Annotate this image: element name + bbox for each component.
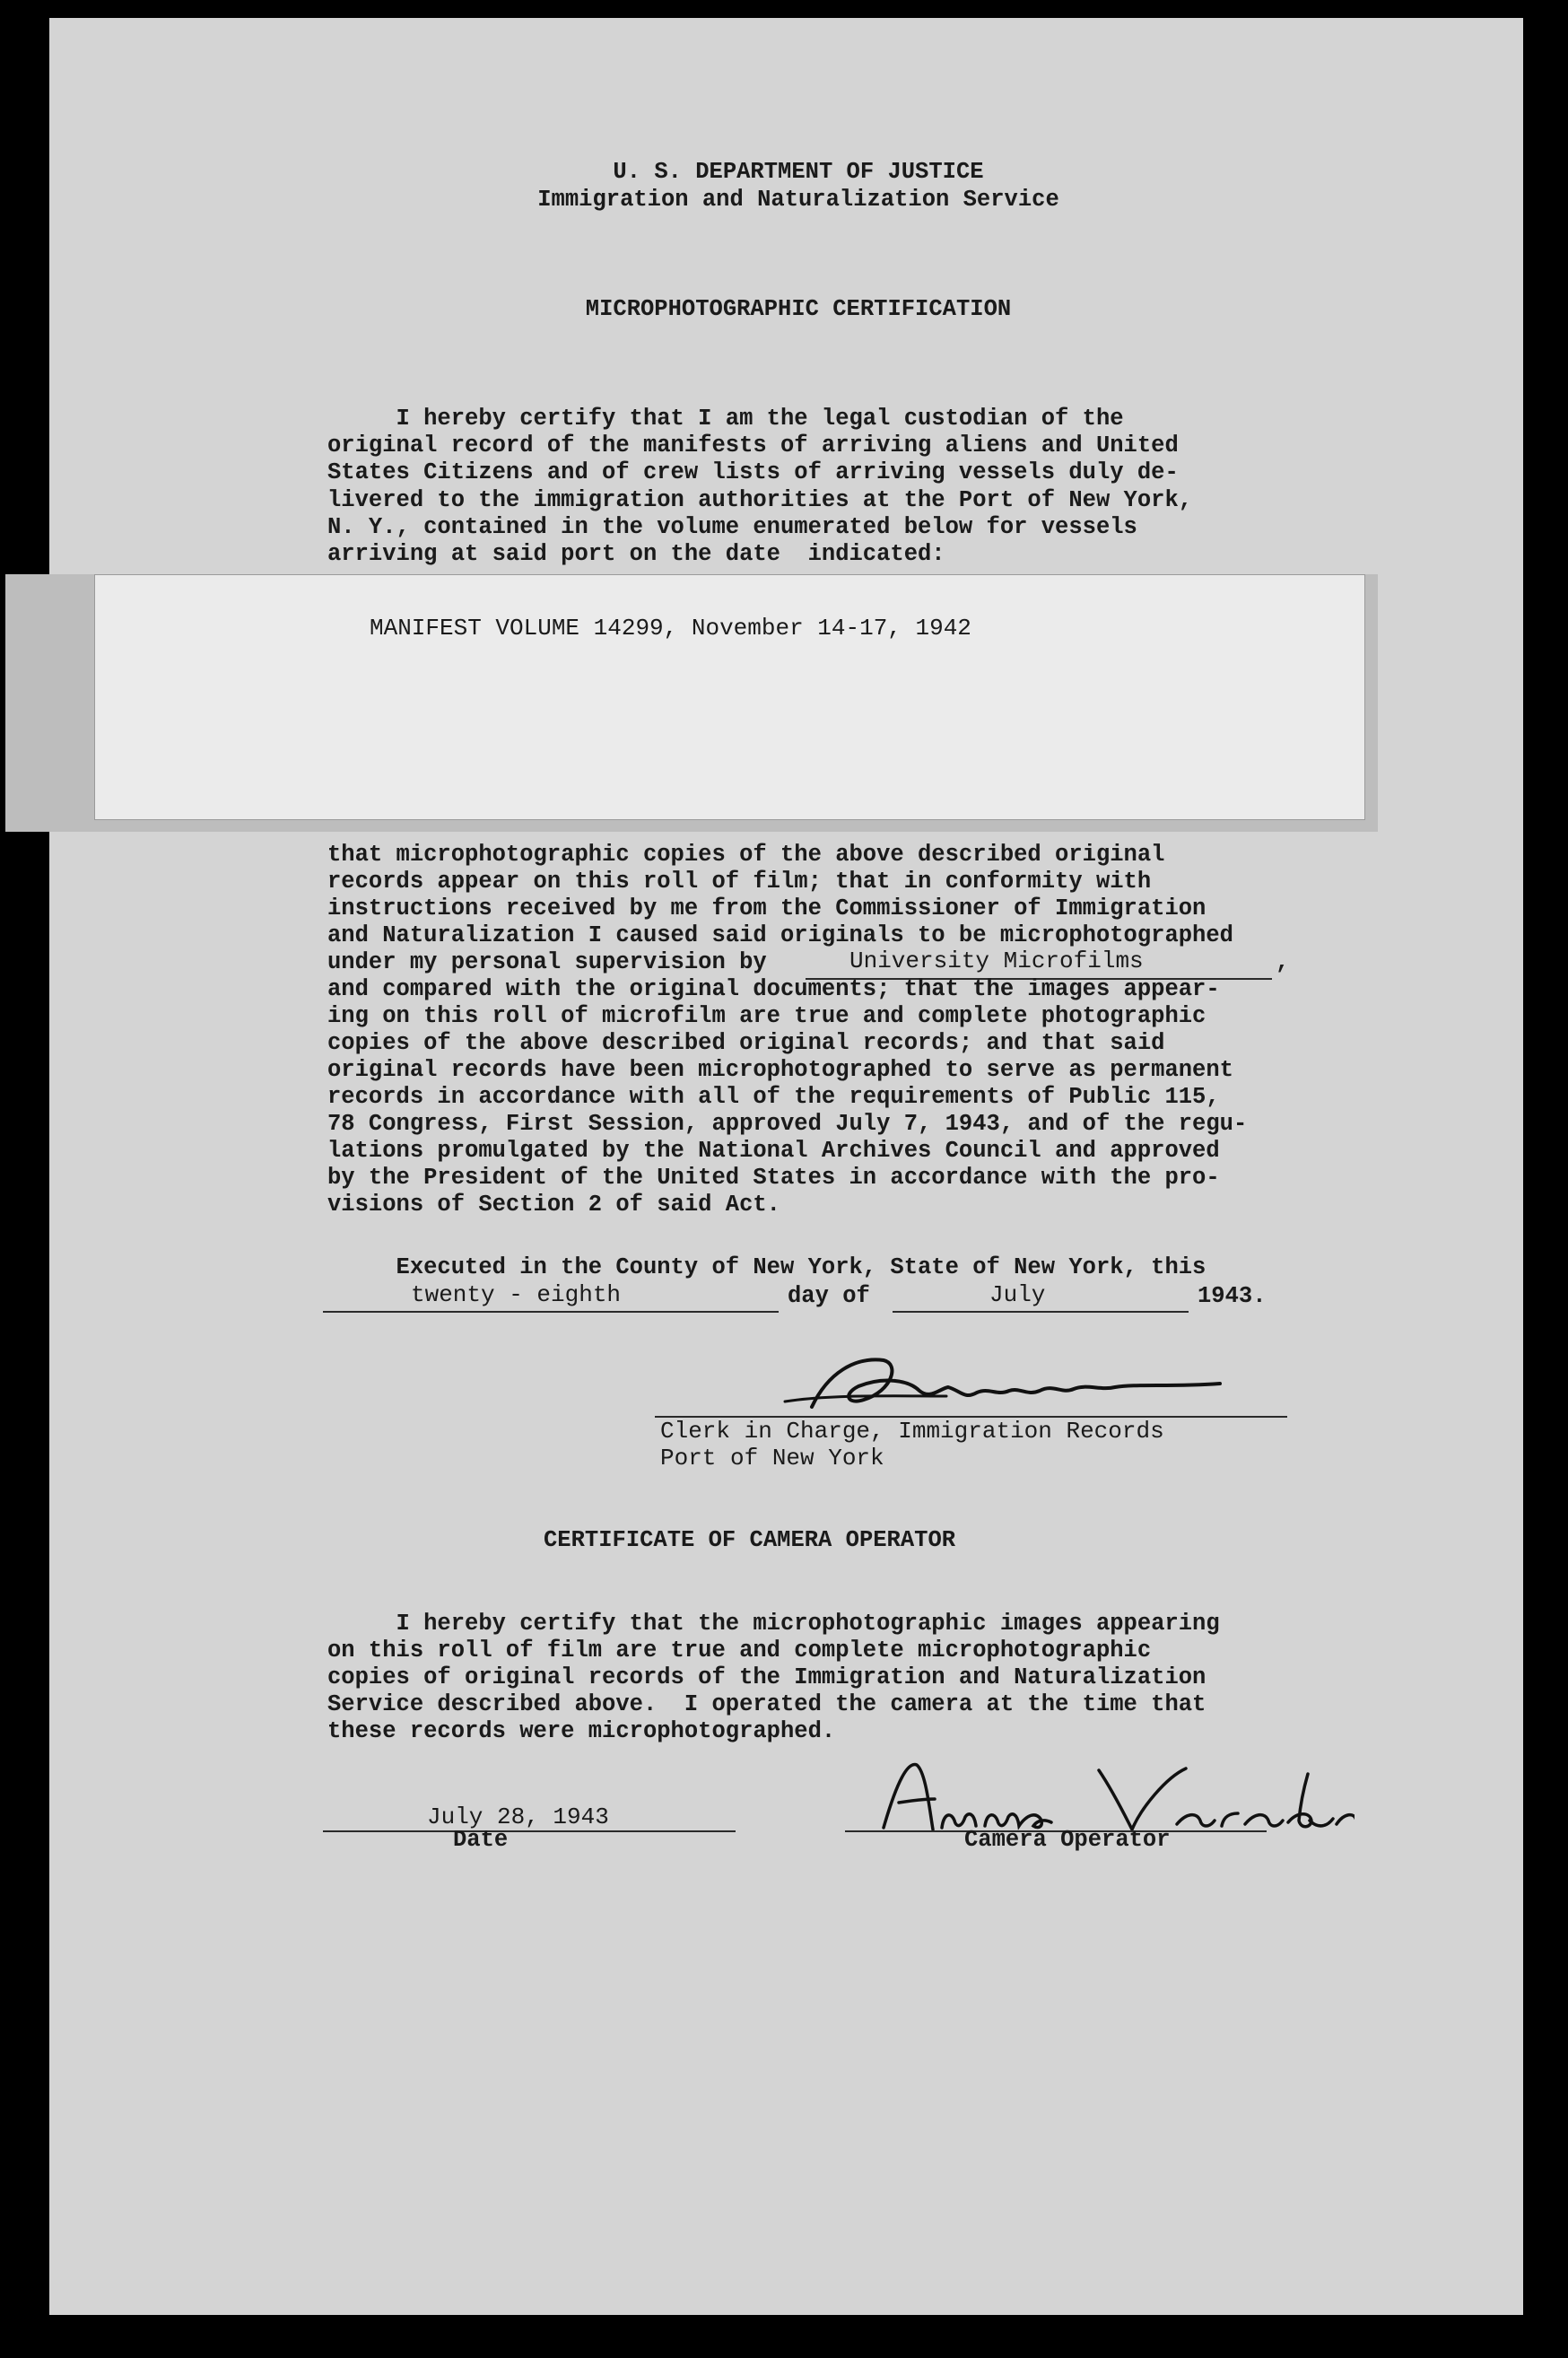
manifest-slip <box>94 574 1365 820</box>
paragraph-line: original record of the manifests of arriving aliens and United <box>327 432 1179 458</box>
manifest-volume-text: MANIFEST VOLUME 14299, November 14-17, 1942 <box>370 615 971 642</box>
paragraph-line: instructions received by me from the Commissioner of Immigration <box>327 895 1206 921</box>
department-heading: U. S. DEPARTMENT OF JUSTICE <box>613 159 984 185</box>
paragraph-line: by the President of the United States in accordance with the pro- <box>327 1165 1220 1191</box>
day-of-label: day of <box>788 1283 870 1309</box>
paragraph-line: records in accordance with all of the requirements of Public 115, <box>327 1084 1220 1110</box>
paragraph-line: that microphotographic copies of the above described original <box>327 842 1165 868</box>
paragraph-line: I hereby certify that I am the legal custodian of the <box>327 406 1124 432</box>
day-blank-line <box>323 1311 779 1313</box>
month-blank-line <box>893 1311 1189 1313</box>
year-value: 1943. <box>1198 1283 1267 1309</box>
paragraph-line: lations promulgated by the National Archives Council and approved <box>327 1138 1220 1164</box>
camera-cert-heading: CERTIFICATE OF CAMERA OPERATOR <box>544 1527 956 1553</box>
paragraph-line: original records have been microphotographed to serve as permanent <box>327 1057 1233 1083</box>
clerk-port: Port of New York <box>660 1445 884 1472</box>
camera-operator-label: Camera Operator <box>964 1827 1171 1853</box>
paragraph-line: under my personal supervision by <box>327 949 767 975</box>
service-heading: Immigration and Naturalization Service <box>537 187 1059 213</box>
date-label: Date <box>453 1827 509 1853</box>
executed-statement: Executed in the County of New York, State of New York, this <box>327 1254 1206 1280</box>
supervisor-comma: , <box>1276 949 1290 975</box>
paragraph-line: copies of the above described original records; and that said <box>327 1030 1165 1056</box>
paragraph-line: and Naturalization I caused said originals to be microphotographed <box>327 922 1233 948</box>
paragraph-line: on this roll of film are true and complete microphotographic <box>327 1638 1152 1664</box>
paragraph-line: I hereby certify that the microphotographic images appearing <box>327 1611 1220 1637</box>
day-value: twenty - eighth <box>411 1281 622 1308</box>
paragraph-line: States Citizens and of crew lists of arriving vessels duly de- <box>327 459 1179 485</box>
paragraph-line: these records were microphotographed. <box>327 1718 836 1744</box>
date-blank-line <box>323 1830 736 1832</box>
paragraph-line: visions of Section 2 of said Act. <box>327 1192 780 1218</box>
paragraph-line: Service described above. I operated the camera at the time that <box>327 1691 1206 1717</box>
clerk-signature <box>749 1337 1269 1427</box>
paragraph-line: ing on this roll of microfilm are true and complete photographic <box>327 1003 1206 1029</box>
document-title: MICROPHOTOGRAPHIC CERTIFICATION <box>585 296 1012 322</box>
supervisor-name: University Microfilms <box>849 948 1144 974</box>
clerk-title: Clerk in Charge, Immigration Records <box>660 1418 1164 1445</box>
operator-date-value: July 28, 1943 <box>427 1803 609 1830</box>
paragraph-line: copies of original records of the Immigration and Naturalization <box>327 1664 1206 1690</box>
paragraph-line: and compared with the original documents; that the images appear- <box>327 976 1220 1002</box>
paragraph-line: records appear on this roll of film; that in conformity with <box>327 869 1152 895</box>
paragraph-line: livered to the immigration authorities at the Port of New York, <box>327 487 1193 513</box>
month-value: July <box>989 1281 1046 1308</box>
paragraph-line: arriving at said port on the date indicated: <box>327 541 945 567</box>
paragraph-line: 78 Congress, First Session, approved July 7, 1943, and of the regu- <box>327 1111 1248 1137</box>
paragraph-line: N. Y., contained in the volume enumerated below for vessels <box>327 514 1137 540</box>
